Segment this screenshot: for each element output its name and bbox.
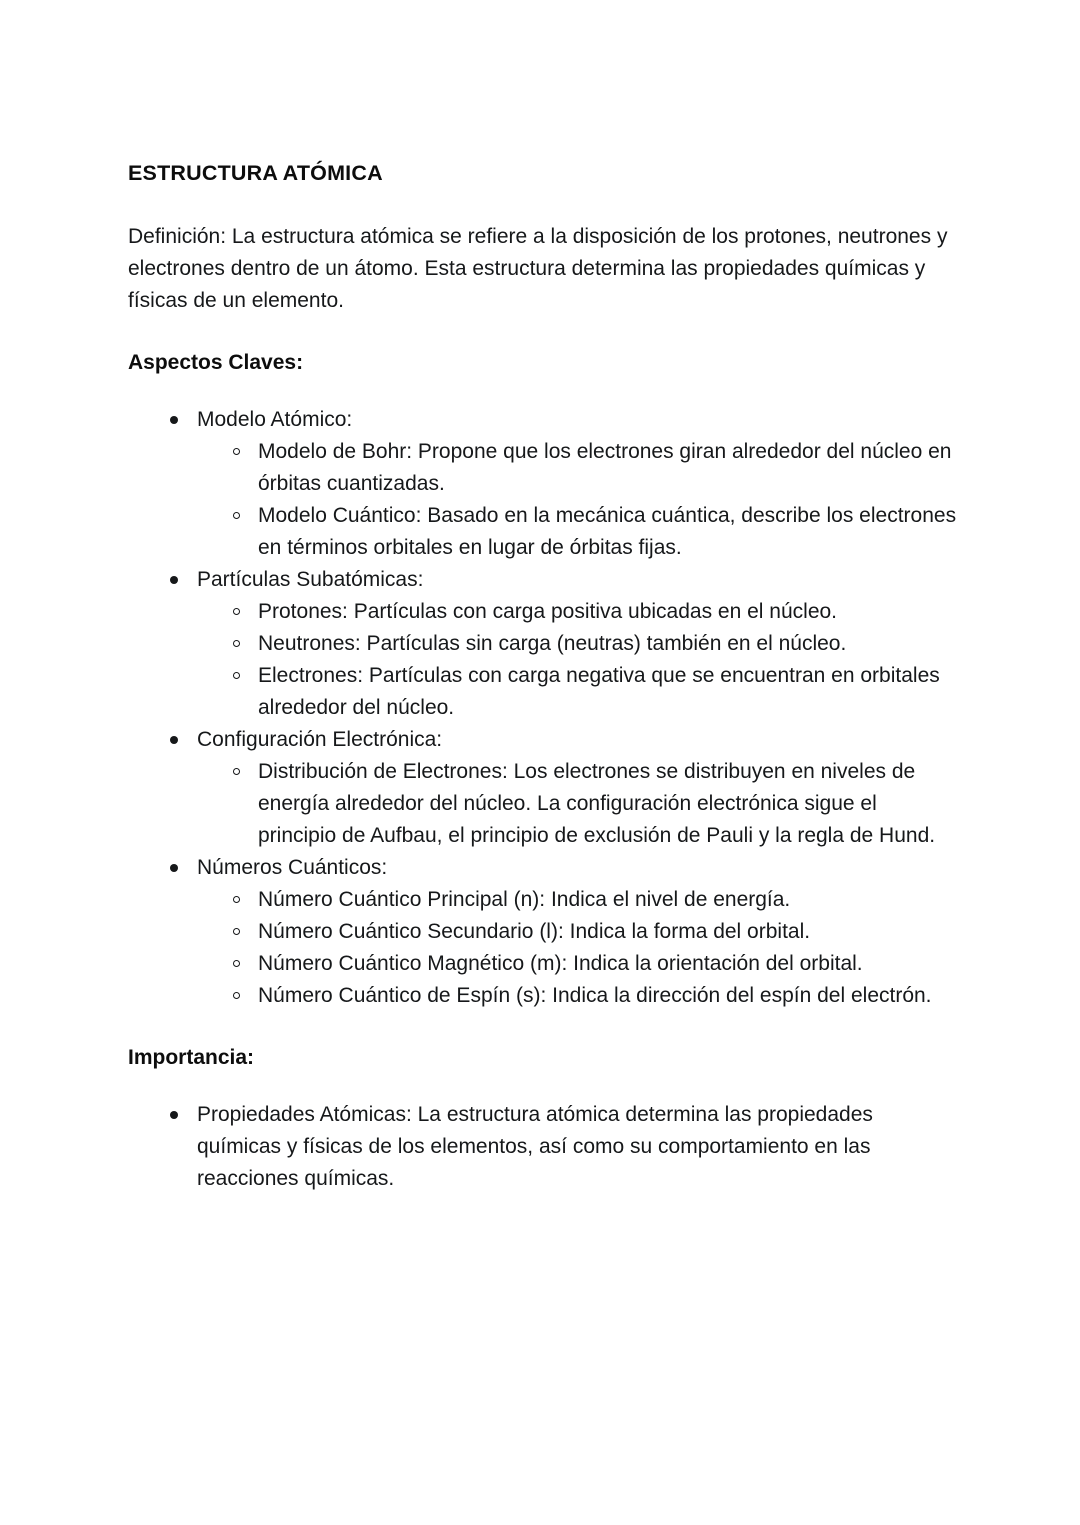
sublist-item (197, 884, 958, 916)
sublist-item (197, 916, 958, 948)
sublist-item (197, 500, 958, 564)
sublist-item (197, 596, 958, 628)
sublist-item-label: Modelo Cuántico: Basado en la mecánica cuántica, describe los electrones en términos orbitales en lugar de órbitas fijas. (258, 504, 957, 560)
sublist (197, 596, 958, 724)
sublist-item-label: Protones: Partículas con carga positiva ubicadas en el núcleo. (258, 600, 838, 624)
sublist (197, 756, 958, 852)
list-item-label: Modelo Atómico: (197, 408, 353, 432)
list-item (128, 1099, 958, 1195)
sublist-item-label: Número Cuántico Magnético (m): Indica la orientación del orbital. (258, 952, 863, 976)
sublist-item (197, 980, 958, 1012)
key-aspects-list (128, 404, 958, 1012)
sublist-item (197, 660, 958, 724)
sublist-item-label: Número Cuántico Principal (n): Indica el nivel de energía. (258, 888, 791, 912)
sublist-item-label: Electrones: Partículas con carga negativa que se encuentran en orbitales alrededor del núcleo. (258, 664, 940, 720)
bullet-circle-icon (233, 512, 240, 519)
bullet-circle-icon (233, 640, 240, 647)
sublist-item (197, 628, 958, 660)
bullet-dot-icon (170, 736, 178, 744)
bullet-circle-icon (233, 928, 240, 935)
intro-paragraph: Definición: La estructura atómica se refiere a la disposición de los protones, neutrones y electrones dentro de un átomo. Esta estructura determina las propiedades químicas y físicas de un elemento. (128, 224, 948, 312)
bullet-circle-icon (233, 960, 240, 967)
sublist (197, 436, 958, 564)
sublist-item-label: Número Cuántico de Espín (s): Indica la dirección del espín del electrón. (258, 984, 932, 1008)
list-item (128, 852, 958, 1012)
list-item-label: Números Cuánticos: (197, 856, 388, 880)
list-item (128, 724, 958, 852)
bullet-circle-icon (233, 448, 240, 455)
sublist-item-label: Distribución de Electrones: Los electrones se distribuyen en niveles de energía alrededor del núcleo. La configuración electrónica sigue el principio de Aufbau, el principio de exclusión de Pauli y la regla de Hund. (258, 760, 936, 848)
bullet-circle-icon (233, 992, 240, 999)
importance-list (128, 1099, 958, 1195)
bullet-circle-icon (233, 608, 240, 615)
bullet-dot-icon (170, 576, 178, 584)
sublist (197, 884, 958, 1012)
bullet-circle-icon (233, 672, 240, 679)
section-heading-importance: Importancia: (128, 1046, 255, 1070)
list-item (128, 564, 958, 724)
bullet-circle-icon (233, 768, 240, 775)
sublist-item-label: Modelo de Bohr: Propone que los electrones giran alrededor del núcleo en órbitas cuantizadas. (258, 440, 952, 496)
bullet-circle-icon (233, 896, 240, 903)
sublist-item-label: Neutrones: Partículas sin carga (neutras) también en el núcleo. (258, 632, 847, 656)
sublist-item-label: Número Cuántico Secundario (l): Indica la forma del orbital. (258, 920, 811, 944)
list-item-label: Partículas Subatómicas: (197, 568, 424, 592)
sublist-item (197, 436, 958, 500)
page-bottom-whitespace (128, 1195, 958, 1435)
section-heading-key-aspects: Aspectos Claves: (128, 350, 304, 374)
sublist-item (197, 756, 958, 852)
bullet-dot-icon (170, 416, 178, 424)
list-item-label: Propiedades Atómicas: La estructura atómica determina las propiedades químicas y físicas de los elementos, así como su comportamiento en las reacciones químicas. (197, 1103, 873, 1191)
bullet-dot-icon (170, 1111, 178, 1119)
sublist-item (197, 948, 958, 980)
bullet-dot-icon (170, 864, 178, 872)
page-title: ESTRUCTURA ATÓMICA (128, 161, 383, 185)
list-item-label: Configuración Electrónica: (197, 728, 443, 752)
list-item (128, 404, 958, 564)
